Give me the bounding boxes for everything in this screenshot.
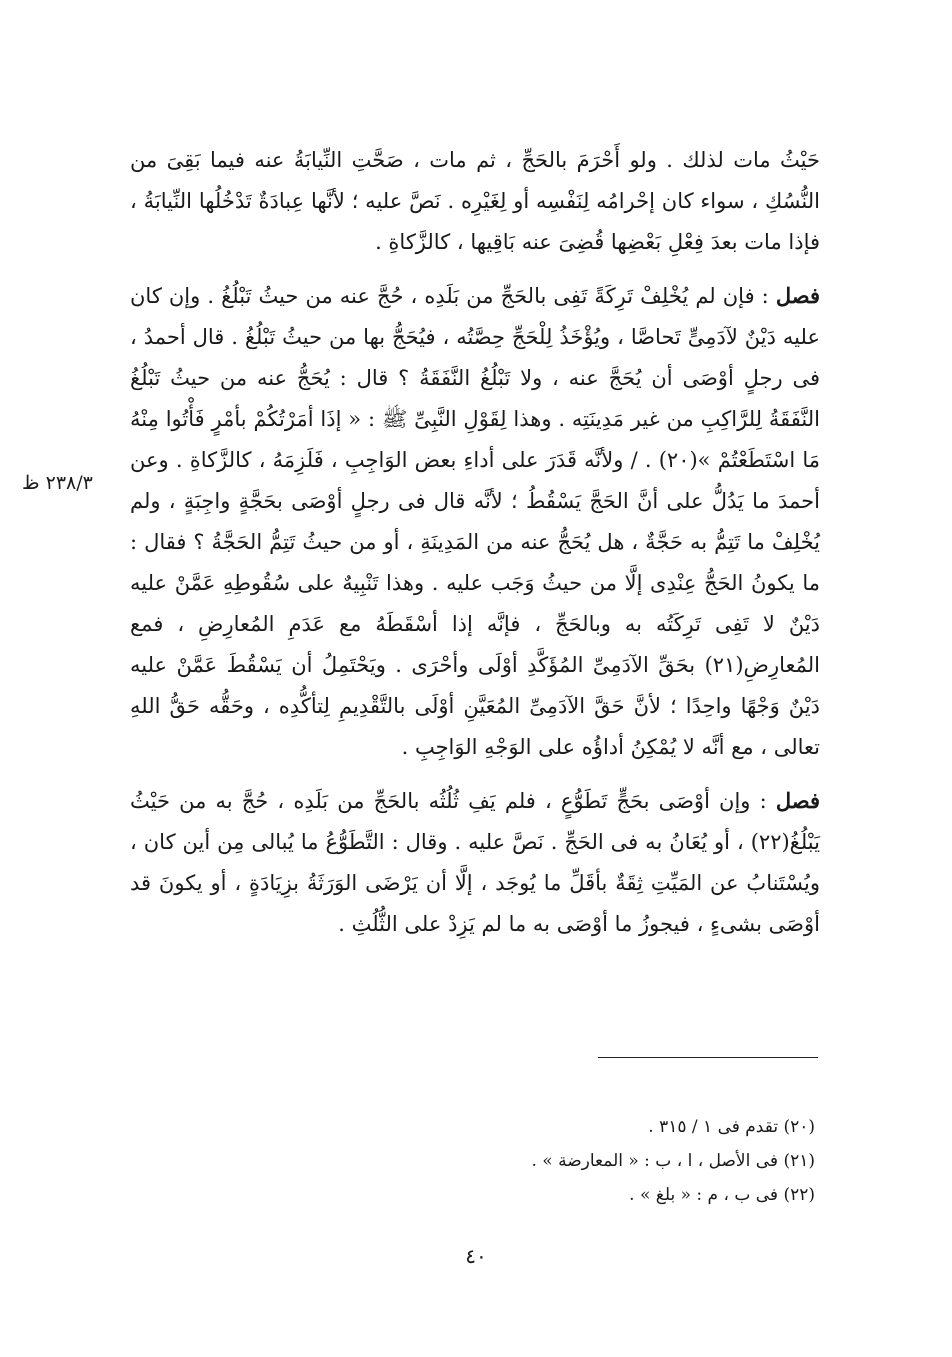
page-number: ٤٠ <box>465 1244 487 1268</box>
section-heading-fasl-2: فصل <box>775 788 820 813</box>
footnote-20: (٢٠) تقدم فى ١ / ٣١٥ . <box>648 1117 815 1137</box>
footnote-divider <box>598 1057 818 1058</box>
paragraph-3 <box>130 780 820 945</box>
main-text <box>130 140 820 957</box>
paragraph-1 <box>130 140 820 263</box>
footnote-21: (٢١) فى الأصل ، ا ، ب : « المعارضة » . <box>531 1151 815 1171</box>
footnotes <box>300 1110 815 1212</box>
footnote-22: (٢٢) فى ب ، م : « بلغ » . <box>629 1185 815 1205</box>
paragraph-2 <box>130 275 820 768</box>
margin-manuscript-reference: ٢٣٨/٣ ظ <box>22 472 93 494</box>
paragraph-1-text: حَيْثُ مات لذلك . ولو أَحْرَمَ بالحَجِّ ، ثم مات ، صَحَّتِ النِّيابَةُ عنه فيما بَقِىَ من النُّسُكِ ، سواء كان إحْرامُه لِنَفْسِه أو لِغَيْرِه . نَصَّ عليه ؛ لأنَّها عِبادَةٌ تَدْخُلُها النِّيابَةُ ، فإذا مات بعدَ فِعْلِ بَعْضِها قُضِىَ عنه بَاقِيها ، كالزَّكاةِ . <box>130 148 820 254</box>
section-heading-fasl: فصل <box>775 283 820 308</box>
paragraph-2-text: : فإن لم يُخْلِفْ تَرِكَةً تَفِى بالحَجِّ من بَلَدِه ، حُجَّ عنه من حيثُ تَبْلُغُ . وإن كان عليه دَيْنٌ لآدَمِىٍّ تَحاصَّا ، ويُؤْخَذُ لِلْحَجِّ حِصَّتُه ، فيُحَجُّ بها من حيثُ تَبْلُغُ . قال أحمدُ ، فى رجلٍ أوْصَى أن يُحَجَّ عنه ، ولا تَبْلُغُ النَّفَقَةُ ؟ قال : يُحَجُّ عنه من حيثُ تَبْلُغُ النَّفَقَةُ لِلرَّاكِبِ من غير مَدِينَتِه . وهذا لِقَوْلِ النَّبِىِّ ﷺ : « إذَا أمَرْتُكُمْ بأمْرٍ فَأْتُوا مِنْهُ مَا اسْتَطَعْتُمْ »(٢٠) . / ولأنَّه قَدَرَ على أداءِ بعض الوَاجِبِ ، فَلَزِمَهُ ، كالزَّكاةِ . وعن أحمدَ ما يَدُلُّ على أنَّ الحَجَّ يَسْقُطُ ؛ لأنَّه قال فى رجلٍ أوْصَى بحَجَّةٍ واجِبَةٍ ، ولم يُخْلِفْ ما تَتِمُّ به حَجَّةٌ ، هل يُحَجُّ عنه من المَدِينَةِ ، أو من حيثُ تَتِمُّ الحَجَّةُ ؟ فقال : ما يكونُ الحَجُّ عِنْدِى إلَّا من حيثُ وَجَب عليه . وهذا تَنْبِيهٌ على سُقُوطِهِ عَمَّنْ عليه دَيْنٌ لا تَفِى تَرِكَتُه به وبالحَجِّ ، فإنَّه إذا أسْقَطَهُ مع عَدَمِ المُعارِضِ ، فمع المُعارِضِ(٢١) بحَقِّ الآدَمِىِّ المُؤَكَّدِ أوْلَى وأحْرَى . ويَحْتَمِلُ أن يَسْقُطَ عَمَّنْ عليه دَيْنٌ وَجْهًا واحِدًا ؛ لأنَّ حَقَّ الآدَمِىِّ المُعَيَّنِ أوْلَى بالتَّقْدِيمِ لِتأكُّدِه ، وحَقُّه حَقُّ اللهِ تعالى ، مع أنَّه لا يُمْكِنُ أداؤُه على الوَجْهِ الوَاجِبِ . <box>130 284 820 759</box>
paragraph-3-text: : وإن أوْصَى بحَجٍّ تَطَوُّعٍ ، فلم يَفِ ثُلُثُه بالحَجِّ من بَلَدِه ، حُجَّ به من حَيْثُ يَبْلُغُ(٢٢) ، أو يُعَانُ به فى الحَجِّ . نَصَّ عليه . وقال : التَّطَوُّعُ ما يُبالى مِن أين كان ، ويُسْتَنابُ عن المَيِّتِ ثِقَةٌ بأقَلِّ ما يُوجَد ، إلَّا أن يَرْضَى الوَرَثَةُ بزِيَادَةٍ ، أو يكونَ قد أوْصَى بشىءٍ ، فيجوزُ ما أوْصَى به ما لم يَزِدْ على الثُّلُثِ . <box>130 789 820 936</box>
